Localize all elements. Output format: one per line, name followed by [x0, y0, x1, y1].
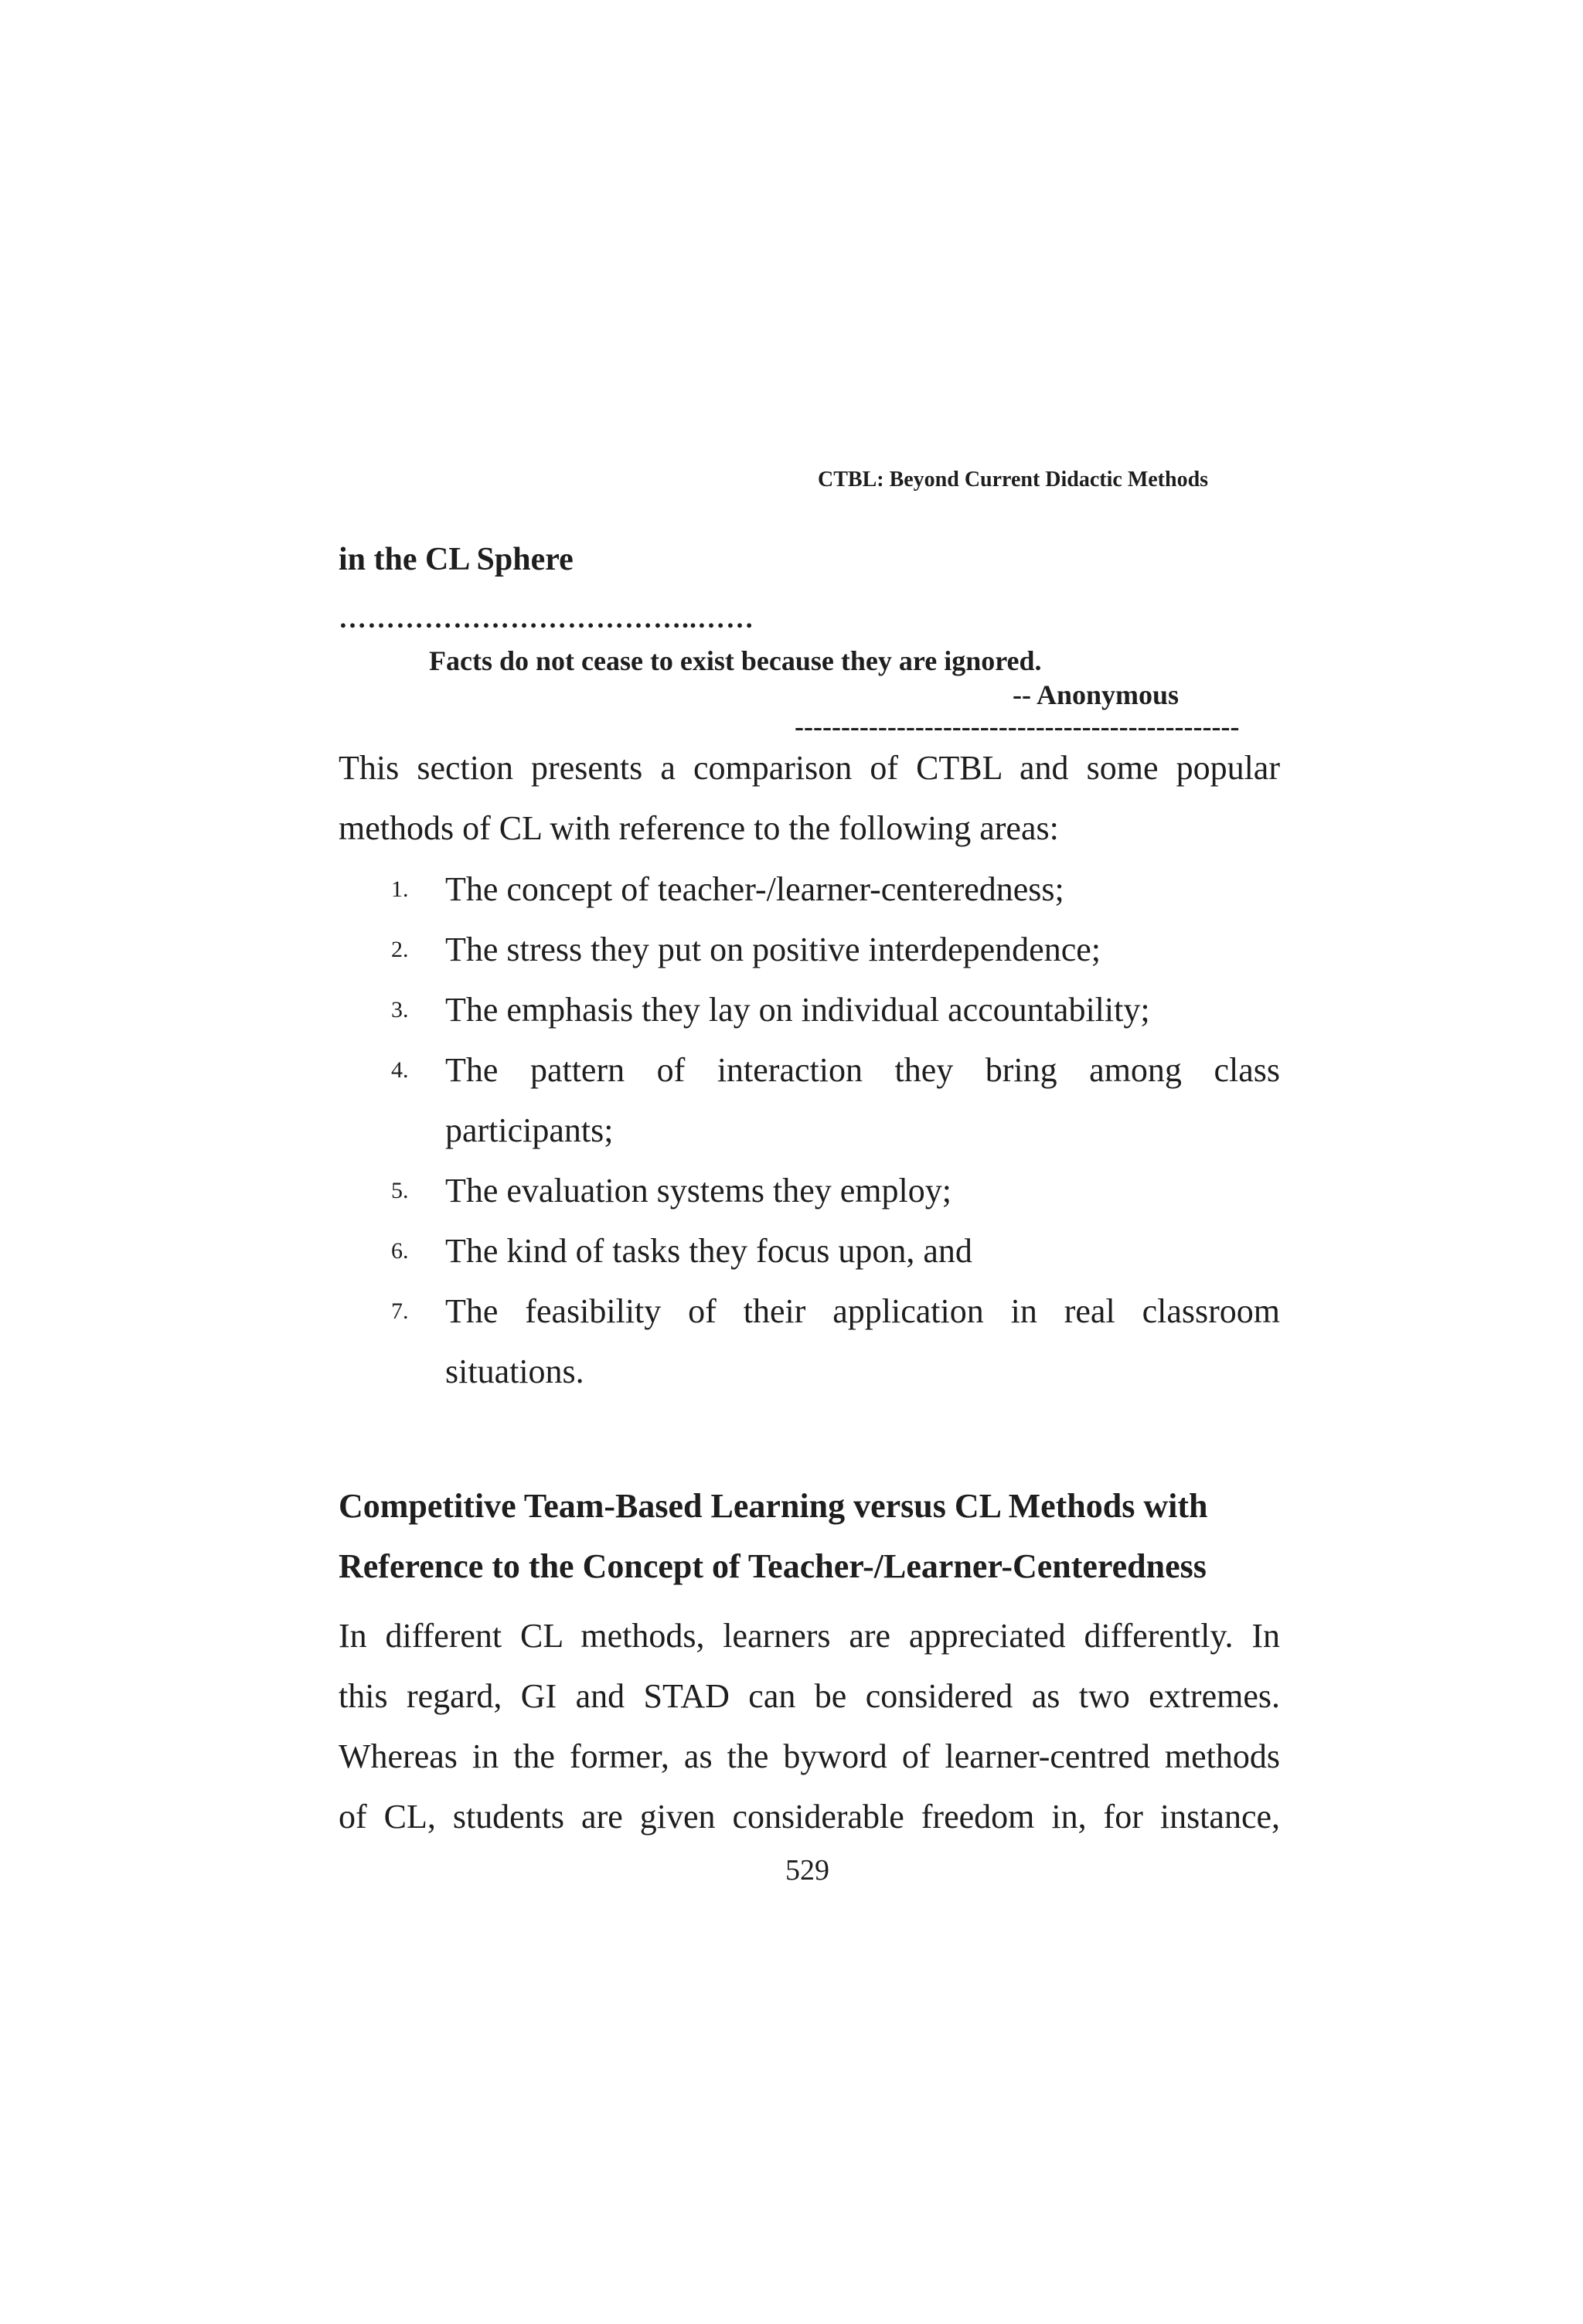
body-paragraph [339, 1606, 1280, 1847]
body-line-4: of CL, students are given considerable freedom in, for instance, [339, 1798, 1280, 1836]
list-item [339, 1040, 1280, 1161]
list-item-text: The feasibility of their application in real classroom [445, 1292, 1280, 1330]
subsection-heading-line-1: Competitive Team-Based Learning versus CL Methods with [339, 1487, 1208, 1525]
epigraph-attribution: -- Anonymous [1013, 679, 1180, 710]
dashed-separator: ------------------------------------------------ [795, 713, 1240, 740]
subsection-heading [339, 1476, 1280, 1597]
list-item-text: The pattern of interaction they bring among class [445, 1051, 1280, 1089]
intro-line-1: This section presents a comparison of CTBL and some popular [339, 749, 1280, 787]
body-line-1: In different CL methods, learners are appreciated differently. In [339, 1617, 1280, 1655]
dotted-separator: ………………………………..…… [339, 603, 754, 634]
list-item-text-continued: situations. [445, 1353, 584, 1390]
list-item [339, 920, 1280, 980]
list-number: 3. [391, 997, 409, 1022]
list-item [339, 859, 1280, 920]
list-number: 2. [391, 937, 409, 962]
list-number: 7. [391, 1298, 409, 1324]
running-head: CTBL: Beyond Current Didactic Methods [818, 468, 1209, 492]
list-item-text: The stress they put on positive interdependence; [445, 931, 1101, 968]
body-line-3: Whereas in the former, as the byword of learner-centred methods [339, 1737, 1280, 1775]
intro-paragraph [339, 738, 1280, 859]
intro-line-2: methods of CL with reference to the following areas: [339, 809, 1059, 847]
section-title: in the CL Sphere [339, 542, 574, 577]
list-item [339, 980, 1280, 1040]
list-item-text: The concept of teacher-/learner-centeredness; [445, 870, 1064, 908]
list-item-text: The emphasis they lay on individual accountability; [445, 991, 1150, 1029]
epigraph-quote: Facts do not cease to exist because they are ignored. [429, 645, 1042, 676]
list-number: 1. [391, 876, 409, 902]
list-number: 5. [391, 1178, 409, 1203]
list-item [339, 1221, 1280, 1281]
list-item-text: The kind of tasks they focus upon, and [445, 1232, 972, 1270]
areas-list [339, 859, 1280, 1402]
subsection-heading-line-2: Reference to the Concept of Teacher-/Learner-Centeredness [339, 1547, 1207, 1585]
list-item [339, 1281, 1280, 1402]
list-item [339, 1161, 1280, 1221]
list-number: 4. [391, 1057, 409, 1083]
page-number: 529 [785, 1854, 829, 1887]
body-line-2: this regard, GI and STAD can be considered as two extremes. [339, 1677, 1280, 1715]
list-number: 6. [391, 1238, 409, 1264]
list-item-text-continued: participants; [445, 1111, 614, 1149]
list-item-text: The evaluation systems they employ; [445, 1172, 952, 1210]
